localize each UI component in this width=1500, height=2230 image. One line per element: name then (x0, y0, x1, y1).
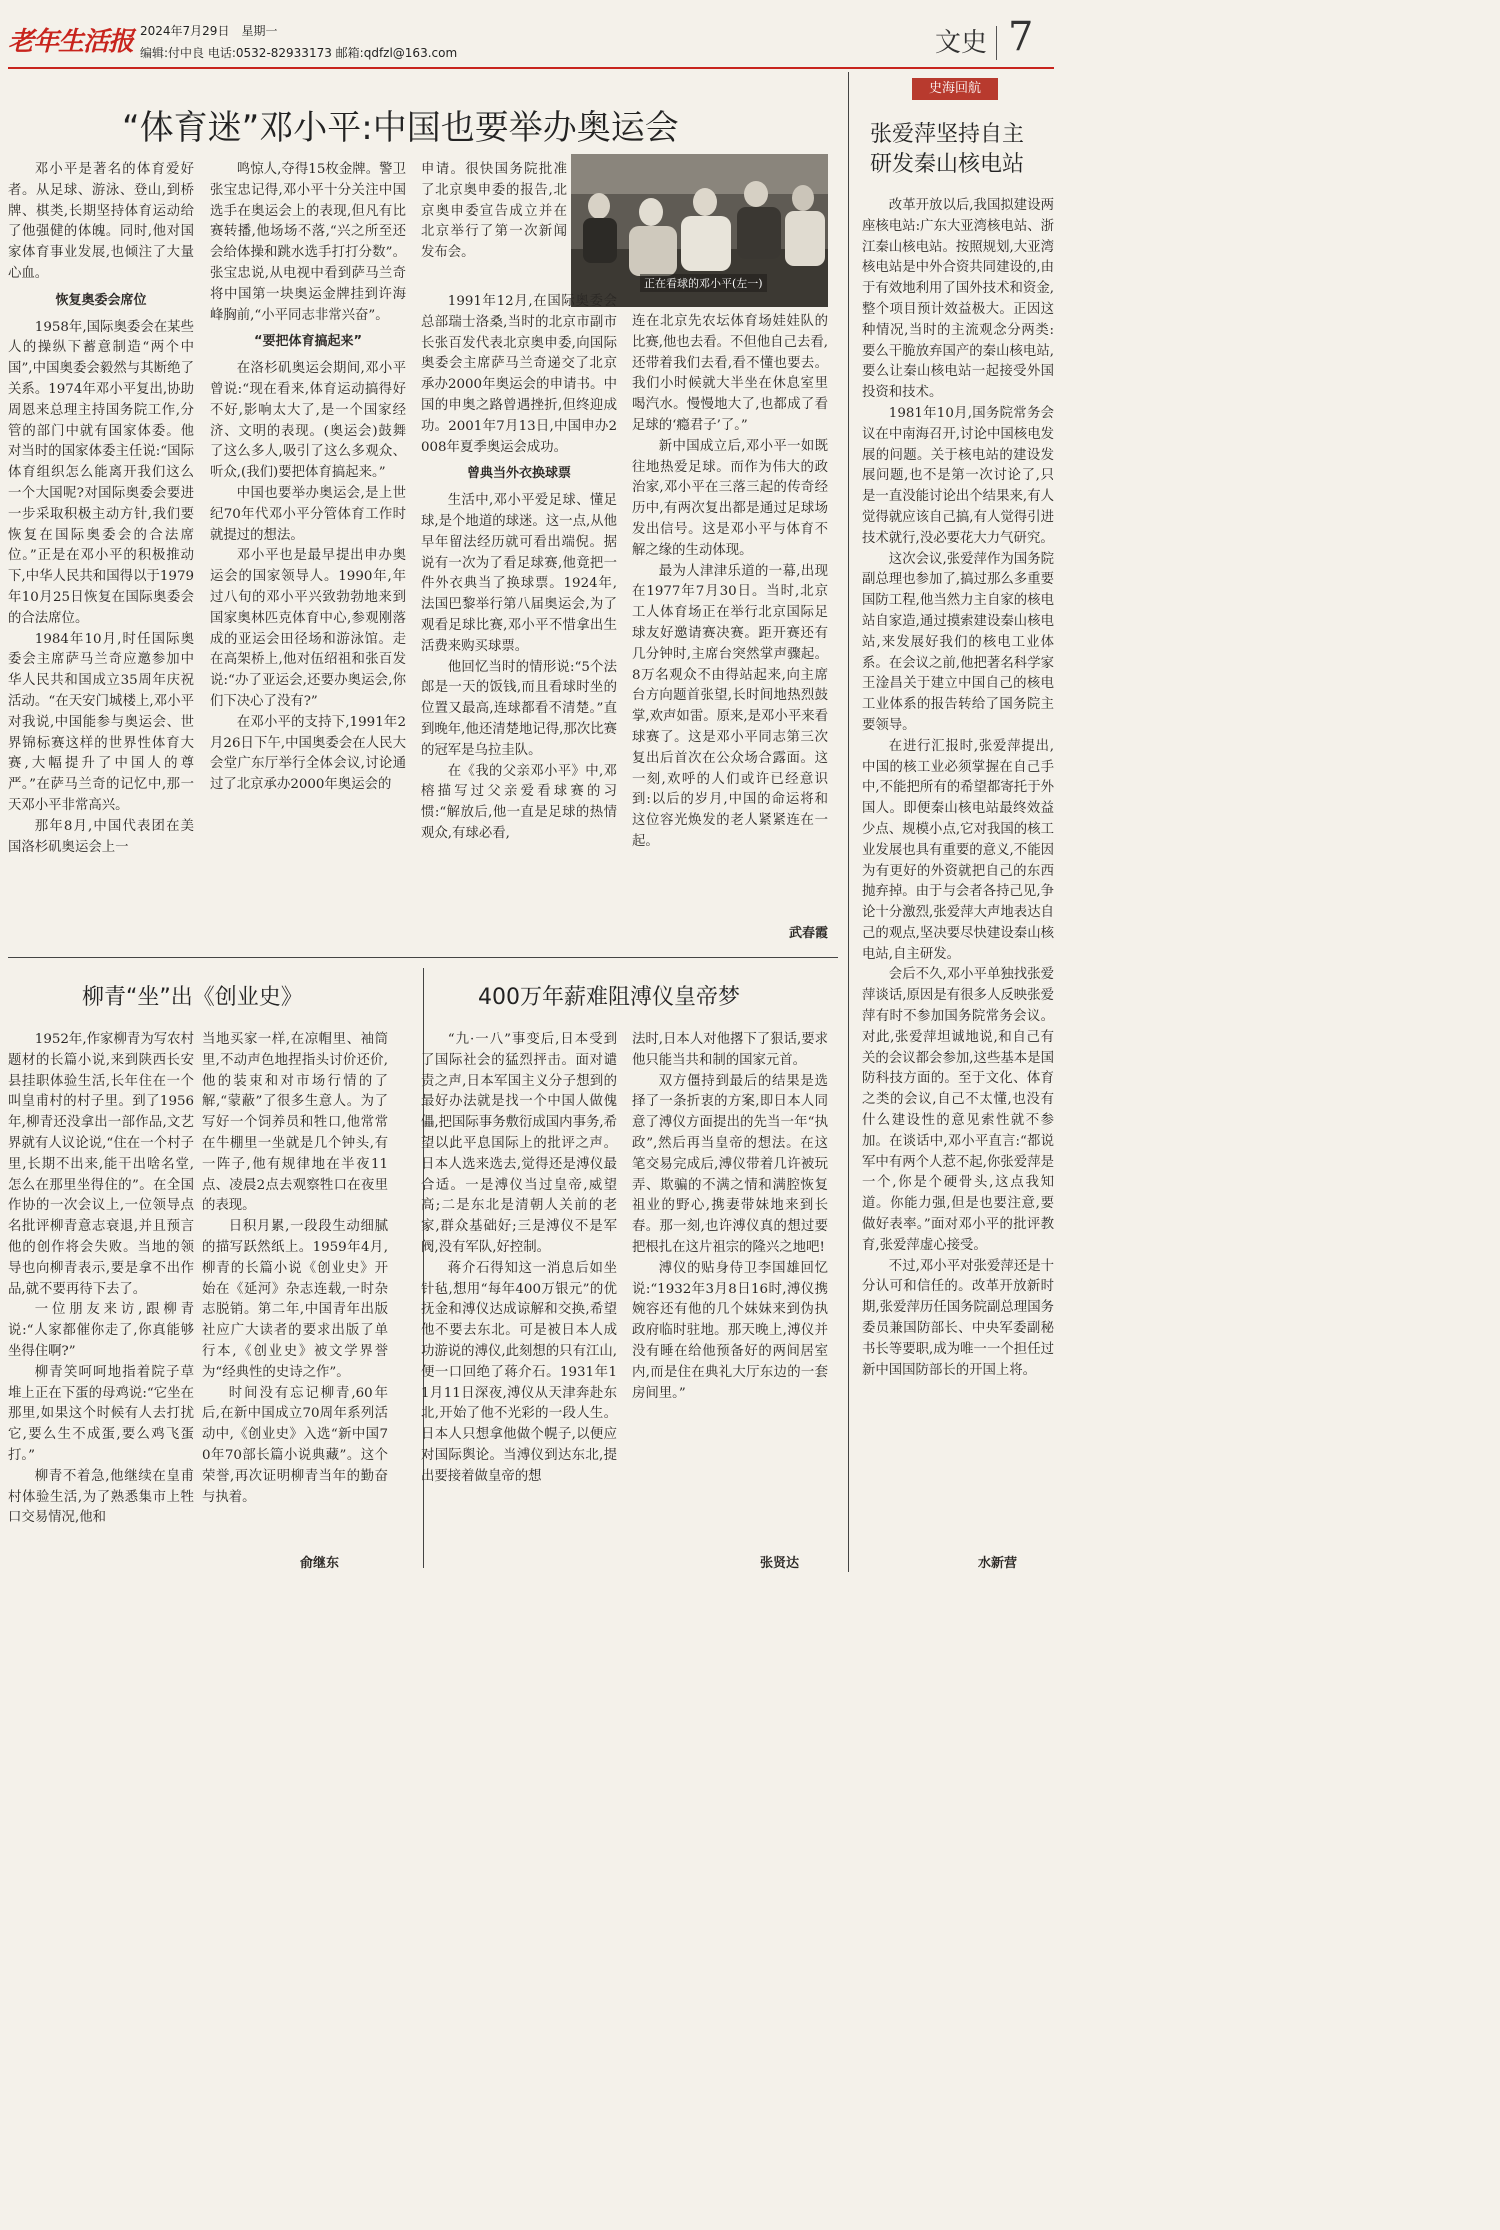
paragraph: 生活中,邓小平爱足球、懂足球,是个地道的球迷。这一点,从他早年留法经历就可看出端倪。据说有一次为了看足球赛,他竟把一件外衣典当了换球票。1924年,法国巴黎举行第八届奥运会,为了观看足球比赛,邓小平不惜拿出生活费来购买球票。 (421, 493, 617, 654)
paragraph: 1981年10月,国务院常务会议在中南海召开,讨论中国核电发展的问题。关于核电站的建设发展问题,也不是第一次讨论了,只是一直没能讨论出个结果来,有人觉得就应该自己搞,有人觉得引进技术就行,没必要花大力气研究。 (862, 405, 1054, 546)
article1-author: 武春霞 (788, 926, 828, 941)
paragraph: 柳青笑呵呵地指着院子草堆上正在下蛋的母鸡说:“它坐在那里,如果这个时候有人去打扰它,要么生不成蛋,要么鸡飞蛋打。” (8, 1364, 194, 1463)
article3-column-2 (632, 1030, 828, 1404)
sidebar-headline (870, 120, 1024, 180)
subheading: 恢复奥委会席位 (55, 292, 147, 308)
article2-column-2 (202, 1030, 388, 1508)
paragraph: 1991年12月,在国际奥委会总部瑞士洛桑,当时的北京市副市长张百发代表北京奥申委,向国际奥委会主席萨马兰奇递交了北京承办2000年奥运会的申请书。中国的申奥之路曾遇挫折,但终迎成功。2001年7月13日,中国申办2008年夏季奥运会成功。 (421, 294, 617, 455)
paragraph: 不过,邓小平对张爱萍还是十分认可和信任的。改革开放新时期,张爱萍历任国务院副总理国务委员兼国防部长、中央军委副秘书长等要职,成为唯一一个担任过新中国国防部长的开国上将。 (862, 1258, 1054, 1378)
paragraph: 在进行汇报时,张爱萍提出,中国的核工业必须掌握在自己手中,不能把所有的希望都寄托于外国人。即便秦山核电站最终效益少点、规模小点,它对我国的核工业发展也具有重要的意义,不能因为有更好的外资就把自己的东西抛弃掉。由于与会者各持己见,争论十分激烈,张爱萍大声地表达自己的观点,坚决要尽快建设秦山核电站,自主研发。 (862, 738, 1054, 962)
paragraph: 在邓小平的支持下,1991年2月26日下午,中国奥委会在人民大会堂广东厅举行全体会议,讨论通过了北京承办2000年奥运会的 (210, 714, 406, 793)
paragraph: 会后不久,邓小平单独找张爱萍谈话,原因是有很多人反映张爱萍有时不参加国务院常务会议。对此,张爱萍坦诚地说,和自己有关的会议都会参加,这些基本是国防科技方面的。至于文化、体育之类的会议,自己不太懂,也没有什么建设性的意见索性就不参加。在谈话中,邓小平直言:“都说军中有两个人惹不起,你张爱萍是一个,你是个硬骨头,这点我知道。你能力强,但是也要注意,要做好表率。”面对邓小平的批评教育,张爱萍虚心接受。 (862, 967, 1054, 1253)
editor-contact: 编辑:付中良 电话:0532-82933173 邮箱:qdfzl@163.com (140, 46, 458, 60)
paragraph: 在《我的父亲邓小平》中,邓榕描写过父亲爱看球赛的习惯:“解放后,他一直是足球的热情观众,有球必看, (421, 763, 617, 841)
paragraph: 一位朋友来访,跟柳青说:“人家都催你走了,你真能够坐得住啊?” (8, 1302, 194, 1359)
article2-author: 俞继东 (300, 1556, 340, 1571)
sidebar-headline-line-1: 张爱萍坚持自主 (870, 122, 1025, 147)
paragraph: 邓小平是著名的体育爱好者。从足球、游泳、登山,到桥牌、棋类,长期坚持体育运动给了他强健的体魄。同时,他对国家体育事业发展,也倾注了大量心血。 (8, 162, 194, 281)
paragraph: 当地买家一样,在凉帽里、袖筒里,不动声色地捏指头讨价还价,他的装束和对市场行情的了解,“蒙蔽”了很多生意人。为了写好一个饲养员和牲口,他常常在牛棚里一坐就是几个钟头,有一阵子,他有规律地在半夜11点、凌晨2点去观察牲口在夜里的表现。 (202, 1032, 388, 1214)
issue-date: 2024年7月29日 星期一 (140, 24, 278, 38)
article3-column-1 (421, 1030, 617, 1488)
paragraph: 在洛杉矶奥运会期间,邓小平曾说:“现在看来,体育运动搞得好不好,影响太大了,是一个国家经济、文明的表现。(奥运会)鼓舞了这么多人,吸引了这么多观众、听众,(我们)要把体育搞起来。” (210, 361, 406, 481)
section-name: 文史 (935, 28, 988, 58)
paragraph: 1984年10月,时任国际奥委会主席萨马兰奇应邀参加中华人民共和国成立35周年庆祝活动。“在天安门城楼上,邓小平对我说,中国能参与奥运会、世界锦标赛这样的世界性体育大赛,大幅提升了中国人的尊严。”在萨马兰奇的记忆中,那一天邓小平非常高兴。 (8, 631, 194, 813)
headline-rest: :中国也要举办奥运会 (361, 108, 679, 148)
sidebar-headline-line-2: 研发秦山核电站 (870, 152, 1025, 177)
paragraph: 时间没有忘记柳青,60年后,在新中国成立70周年系列活动中,《创业史》入选“新中国70年70部长篇小说典藏”。这个荣誉,再次证明柳青当年的勤奋与执着。 (202, 1385, 388, 1505)
paragraph: 申请。很快国务院批准了北京奥申委的报告,北京奥申委宣告成立并在北京举行了第一次新闻发布会。 (421, 162, 567, 261)
paragraph: 柳青不着急,他继续在皇甫村体验生活,为了熟悉集市上牲口交易情况,他和 (8, 1468, 194, 1526)
paragraph: 这次会议,张爱萍作为国务院副总理也参加了,搞过那么多重要国防工程,他当然力主自家的核电站自家造,通过摸索建设秦山核电站,来发展好我们的核电工业体系。在会议之前,他把著名科学家王淦昌关于建立中国自己的核电工业体系的报告转给了国务院主要领导。 (862, 551, 1054, 733)
masthead-divider (996, 26, 997, 60)
paragraph: 1952年,作家柳青为写农村题材的长篇小说,来到陕西长安县挂职体验生活,长年住在一个叫皇甫村的村子里。到了1956年,柳青还没拿出一部作品,文艺界就有人议论说,“住在一个村子里,长期不出来,能干出啥名堂,怎么在那里坐得住的”。在全国作协的一次会议上,一位领导点名批评柳青意志衰退,并且预言他的创作将会失败。当地的领导也向柳青表示,要是拿不出作品,就不要再待下去了。 (8, 1032, 194, 1297)
paragraph: 连在北京先农坛体育场娃娃队的比赛,他也去看。不但他自己去看,还带着我们去看,看不懂也要去。我们小时候就大半坐在休息室里喝汽水。慢慢地大了,也都成了看足球的‘瘾君子’了。” (632, 314, 828, 433)
paragraph: 鸣惊人,夺得15枚金牌。警卫张宝忠记得,邓小平十分关注中国选手在奥运会上的表现,但凡有比赛转播,他场场不落,“兴之所至还会给体操和跳水选手打打分数”。张宝忠说,从电视中看到萨马兰奇将中国第一块奥运金牌挂到许海峰胸前,“小平同志非常兴奋”。 (210, 162, 406, 323)
subheading: 曾典当外衣换球票 (466, 466, 571, 482)
paragraph: 新中国成立后,邓小平一如既往地热爱足球。而作为伟大的政治家,邓小平在三落三起的传奇经历中,有两次复出都是通过足球场发出信号。这是邓小平与体育不解之缘的生动体现。 (632, 438, 828, 558)
photo-caption: 正在看球的邓小平(左一) (640, 274, 767, 292)
headline-quote: “体育迷”邓小平 (122, 108, 362, 148)
article1-column-3 (421, 292, 617, 845)
paragraph: 那年8月,中国代表团在美国洛杉矶奥运会上一 (8, 818, 194, 855)
paragraph: 日积月累,一段段生动细腻的描写跃然纸上。1959年4月,柳青的长篇小说《创业史》开始在《延河》杂志连载,一时杂志脱销。第二年,中国青年出版社应广大读者的要求出版了单行本,《创业史》被文学界誉为“经典性的史诗之作”。 (202, 1219, 388, 1380)
page-number: 7 (1008, 14, 1034, 60)
paragraph: 中国也要举办奥运会,是上世纪70年代邓小平分管体育工作时就提过的想法。 (210, 485, 406, 543)
newspaper-logo: 老年生活报 (8, 27, 134, 57)
article1-column-2 (210, 160, 406, 796)
article2-headline: 柳青“坐”出《创业史》 (82, 985, 303, 1010)
paragraph: 法时,日本人对他撂下了狠话,要求他只能当共和制的国家元首。 (632, 1032, 828, 1068)
article1-column-1 (8, 160, 194, 858)
sidebar-divider (848, 72, 849, 1572)
column-tag: 史海回航 (912, 78, 998, 100)
article2-column-1 (8, 1030, 194, 1529)
paragraph: 蒋介石得知这一消息后如坐针毡,想用“每年400万银元”的优抚金和溥仪达成谅解和交换,希望他不要去东北。可是被日本人成功游说的溥仪,此刻想的只有江山,便一口回绝了蒋介石。1931年11月11日深夜,溥仪从天津奔赴东北,开始了他不光彩的一段人生。日本人只想拿他做个幌子,以便应对国际舆论。当溥仪到达东北,提出要接着做皇帝的想 (421, 1260, 617, 1484)
paragraph: 双方僵持到最后的结果是选择了一条折衷的方案,即日本人同意了溥仪方面提出的先当一年“执政”,然后再当皇帝的想法。在这笔交易完成后,溥仪带着几许被玩弄、欺骗的不满之情和满腔恢复祖业的野心,携妻带妹地来到长春。那一刻,也许溥仪真的想过要把根扎在这片祖宗的隆兴之地吧! (632, 1073, 828, 1255)
sidebar-author: 水新营 (978, 1556, 1018, 1571)
subheading: “要把体育搞起来” (253, 334, 363, 350)
article1-column-4 (632, 312, 828, 853)
paragraph: 最为人津津乐道的一幕,出现在1977年7月30日。当时,北京工人体育场正在举行北京国际足球友好邀请赛决赛。距开赛还有几分钟时,主席台突然掌声骤起。8万名观众不由得站起来,向主席台方向题首张望,长时间地热烈鼓掌,欢声如雷。原来,是邓小平来看球赛了。这是邓小平同志第三次复出后首次在公众场合露面。这一刻,欢呼的人们或许已经意识到:以后的岁月,中国的命运将和这位容光焕发的老人紧紧连在一起。 (632, 563, 828, 849)
article1-column-3-top (421, 160, 567, 264)
masthead-rule (8, 67, 1054, 69)
paragraph: 1958年,国际奥委会在某些人的操纵下蓄意制造“两个中国”,中国奥委会毅然与其断绝了关系。1974年邓小平复出,协助周恩来总理主持国务院工作,分管的部门中就有国家体委。他对当时的国家体委主任说:“国际体育组织怎么能离开我们这么一个大国呢?对国际奥委会要进一步采取积极主动方针,我们要恢复在国际奥委会的合法席位。”正是在邓小平的积极推动下,中华人民共和国得以于1979年10月25日恢复在国际奥委会的合法席位。 (8, 319, 194, 626)
paragraph: 邓小平也是最早提出申办奥运会的国家领导人。1990年,年过八旬的邓小平兴致勃勃地来到国家奥林匹克体育中心,参观刚落成的亚运会田径场和游泳馆。走在高架桥上,他对伍绍祖和张百发说:“办了亚运会,还要办奥运会,你们下决心了没有?” (210, 548, 406, 709)
paragraph: “九·一八”事变后,日本受到了国际社会的猛烈抨击。面对谴责之声,日本军国主义分子想到的最好办法就是找一个中国人做傀儡,把国际事务敷衍成国内事务,希望以此平息国际上的批评之声。日本人选来选去,觉得还是溥仪最合适。一是溥仪当过皇帝,威望高;二是东北是清朝人关前的老家,群众基础好;三是溥仪不是军阀,没有军队,好控制。 (421, 1032, 617, 1255)
article3-author: 张贤达 (760, 1556, 800, 1571)
paragraph: 溥仪的贴身侍卫李国雄回忆说:“1932年3月8日16时,溥仪携婉容还有他的几个妹妹来到伪执政府临时驻地。那天晚上,溥仪并没有睡在给他预备好的两间居室内,而是住在典礼大厅东边的一套房间里。” (632, 1260, 828, 1401)
paragraph: 他回忆当时的情形说:“5个法郎是一天的饭钱,而且看球时坐的位置又最高,连球都看不清楚。”直到晚年,他还清楚地记得,那次比赛的冠军是乌拉圭队。 (421, 659, 617, 758)
section-divider (8, 957, 838, 958)
article-headline (122, 100, 679, 149)
article3-headline: 400万年薪难阻溥仪皇帝梦 (478, 985, 740, 1010)
paragraph: 改革开放以后,我国拟建设两座核电站:广东大亚湾核电站、浙江秦山核电站。按照规划,大亚湾核电站是中外合资共同建设的,由于有效地利用了国外技术和资金,整个项目预计效益极大。正因这种情况,当时的主流观念分两类:要么干脆放弃国产的秦山核电站,要么让秦山核电站一起接受外国投资和技术。 (862, 198, 1054, 401)
sidebar-body (862, 196, 1054, 1381)
